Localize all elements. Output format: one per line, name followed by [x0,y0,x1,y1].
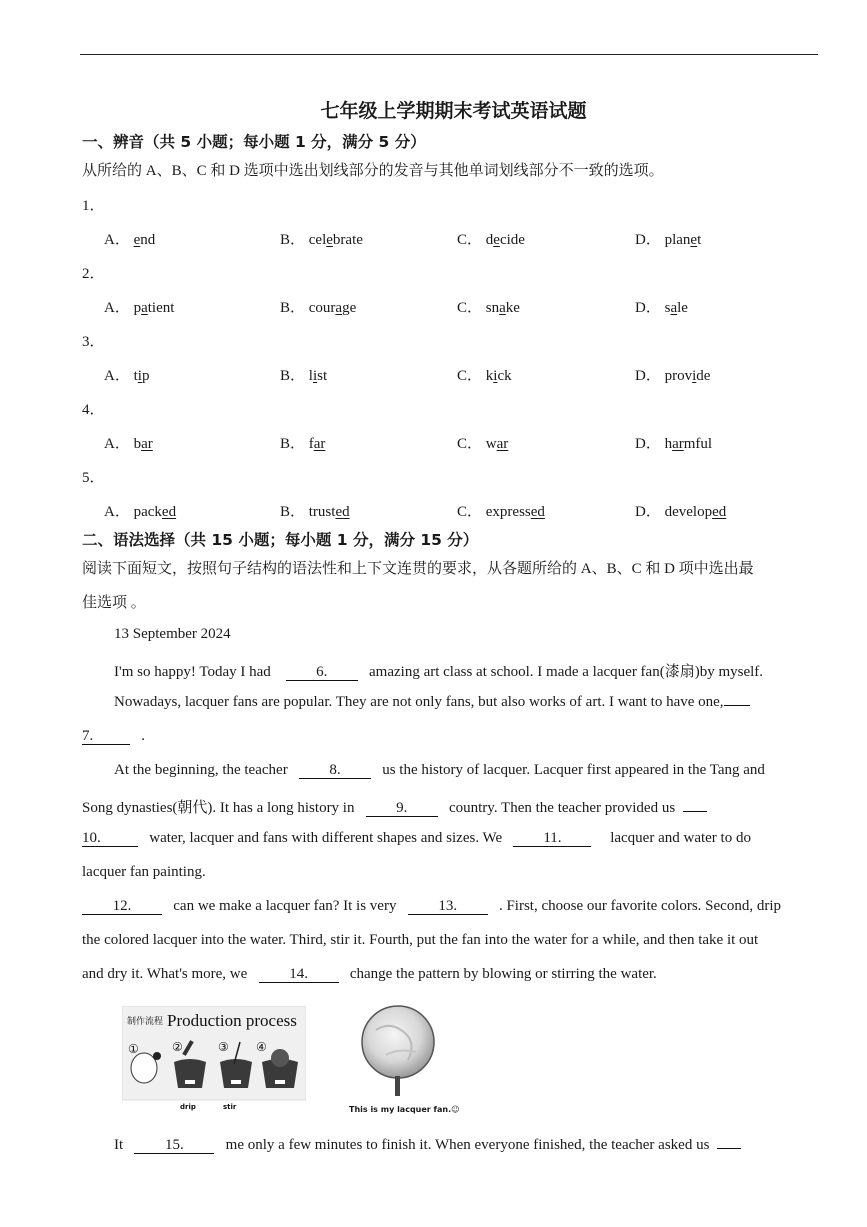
question-number: 5． [82,470,105,486]
stir-label: stir [223,1103,237,1111]
option-word-start: pack [133,504,162,520]
option-c[interactable] [457,364,512,385]
option-letter: A． [104,436,130,452]
underlined-letters: i [493,368,498,384]
section2-instructions: 阅读下面短文，按照句子结构的语法性和上下文连贯的要求，从各题所给的 A、B、C 和 D 项中选出最 [82,561,754,577]
underlined-letters: a [670,300,678,316]
option-word-start: f [308,436,314,452]
option-b[interactable] [280,364,327,385]
blank-12[interactable]: 12. [82,898,162,915]
option-letter: B． [280,300,306,316]
underlined-letters: ar [496,436,509,452]
option-letter: B． [280,232,306,248]
letter-date: 13 September 2024 [114,626,231,642]
option-letter: A． [104,368,130,384]
option-d[interactable] [635,296,688,317]
option-word-end: tient [147,300,175,316]
option-letter: C． [457,300,483,316]
blank-15[interactable]: 15. [134,1137,214,1154]
option-letter: B． [280,504,306,520]
blank-9[interactable]: 9. [366,800,438,817]
process-cn-label: 制作流程 [127,1017,164,1027]
option-letter: C． [457,368,483,384]
option-word-start: h [664,436,673,452]
option-a[interactable] [104,296,174,317]
underlined-letters: e [326,232,333,248]
blank-8[interactable]: 8. [299,762,371,779]
passage-line-11: It 15. me only a few minutes to finish it. When everyone finished, the teacher asked us [114,1137,741,1154]
question-number: 2． [82,266,105,282]
option-word-start: w [485,436,497,452]
option-word-start: sn [485,300,500,316]
option-word-start: express [485,504,531,520]
option-b[interactable] [280,500,350,521]
option-letter: A． [104,504,130,520]
option-word-start: trust [308,504,336,520]
question-number: 4． [82,402,105,418]
blank-11[interactable]: 11. [513,830,591,847]
option-word-start: plan [664,232,691,248]
option-d[interactable] [635,228,701,249]
option-word-start: k [485,368,494,384]
option-letter: B． [280,436,306,452]
underlined-letters: i [312,368,318,384]
option-letter: C． [457,504,483,520]
underlined-letters: e [690,232,698,248]
question-number: 3． [82,334,105,350]
option-word-start: develop [664,504,713,520]
option-word-end: ke [505,300,520,316]
option-d[interactable] [635,500,726,521]
option-word-end: st [317,368,328,384]
option-word-start: prov [664,368,693,384]
passage-line-8: 12. can we make a lacquer fan? It is very 13. . First, choose our favorite colors. Second, drip [82,898,781,915]
option-a[interactable] [104,228,155,249]
section2-instructions-cont: 佳选项 。 [82,595,146,611]
option-word-end: t [697,232,702,248]
top-rule [80,54,818,55]
blank-10[interactable]: 10. [82,830,138,847]
underlined-letters: a [335,300,343,316]
option-letter: D． [635,300,661,316]
option-b[interactable] [280,228,363,249]
option-letter: A． [104,232,130,248]
drip-label: drip [180,1103,196,1111]
underlined-letters: ar [141,436,153,452]
option-letter: D． [635,232,661,248]
production-process-figure [122,1006,306,1118]
option-c[interactable] [457,500,545,521]
option-word-start: b [133,436,142,452]
fan-caption: This is my lacquer fan.☺ [349,1105,460,1114]
option-letter: D． [635,368,661,384]
passage-line-1: I'm so happy! Today I had 6. amazing art class at school. I made a lacquer fan(漆扇)by myself. [114,664,764,680]
blank-7[interactable]: 7. [82,728,130,745]
option-letter: D． [635,436,661,452]
underlined-letters: e [493,232,500,248]
option-letter: C． [457,232,483,248]
page-title: 七年级上学期期末考试英语试题 [320,100,587,122]
underlined-letters: ed [530,504,545,520]
option-word-start: p [133,300,142,316]
option-a[interactable] [104,500,176,521]
passage-line-2: Nowadays, lacquer fans are popular. They are not only fans, but also works of art. I want to have one, [114,694,750,711]
section1-heading: 一、辨音（共 5 小题；每小题 1 分，满分 5 分） [82,133,426,151]
underlined-letters: a [499,300,506,316]
option-letter: A． [104,300,130,316]
underlined-letters: ed [161,504,177,520]
underlined-letters: a [141,300,148,316]
option-a[interactable] [104,432,153,453]
passage-line-9: the colored lacquer into the water. Third, stir it. Fourth, put the fan into the water for a while, and then take it out [82,932,759,948]
option-word-end: ge [342,300,357,316]
option-word-start: s [664,300,671,316]
option-word-end: brate [332,232,363,248]
lacquer-fan-figure [346,1000,460,1118]
option-letter: D． [635,504,661,520]
passage-line-5: Song dynasties(朝代). It has a long history in 9. country. Then the teacher provided us [82,796,707,817]
section2-heading: 二、语法选择（共 15 小题；每小题 1 分，满分 15 分） [82,531,479,549]
option-c[interactable] [457,296,520,317]
option-b[interactable] [280,432,325,453]
blank-14[interactable]: 14. [259,966,339,983]
option-word-start: l [308,368,313,384]
underlined-letters: i [137,368,142,384]
step-4-marker: ④ [256,1040,267,1054]
section1-instructions: 从所给的 A、B、C 和 D 选项中选出划线部分的发音与其他单词划线部分不一致的选项。 [82,163,664,179]
option-word-end: le [677,300,688,316]
passage-line-7: lacquer fan painting. [82,864,206,880]
option-word-end: nd [140,232,156,248]
option-word-end: p [141,368,150,384]
option-b[interactable] [280,296,356,317]
option-d[interactable] [635,364,710,385]
option-word-start: cel [308,232,327,248]
passage-line-4: At the beginning, the teacher 8. us the history of lacquer. Lacquer first appeared in the Tang and [114,762,765,778]
step-1-marker: ① [128,1042,139,1056]
option-c[interactable] [457,228,525,249]
blank-13[interactable]: 13. [408,898,488,915]
underlined-letters: ar [313,436,326,452]
option-word-end: de [696,368,711,384]
passage-line-6: 10. water, lacquer and fans with different shapes and sizes. We 11. lacquer and water to do [82,830,751,846]
passage-line-3: 7. . [82,728,145,744]
process-title: Production process [167,1011,297,1030]
underlined-letters: i [692,368,697,384]
option-word-end: ck [497,368,512,384]
option-d[interactable] [635,432,712,453]
option-a[interactable] [104,364,149,385]
option-letter: B． [280,368,306,384]
passage-line-10: and dry it. What's more, we 14. change the pattern by blowing or stirring the water. [82,966,657,982]
step-3-marker: ③ [218,1040,229,1054]
blank-6[interactable]: 6. [286,664,358,681]
underlined-letters: ar [672,436,684,452]
option-letter: C． [457,436,483,452]
step-2-marker: ② [172,1040,183,1054]
underlined-letters: e [133,232,141,248]
underlined-letters: ed [712,504,727,520]
option-word-start: d [485,232,494,248]
option-c[interactable] [457,432,508,453]
underlined-letters: ed [335,504,350,520]
option-word-start: cour [308,300,336,316]
option-word-end: mful [683,436,713,452]
option-word-end: cide [499,232,525,248]
question-number: 1． [82,198,105,214]
option-word-start: t [133,368,138,384]
